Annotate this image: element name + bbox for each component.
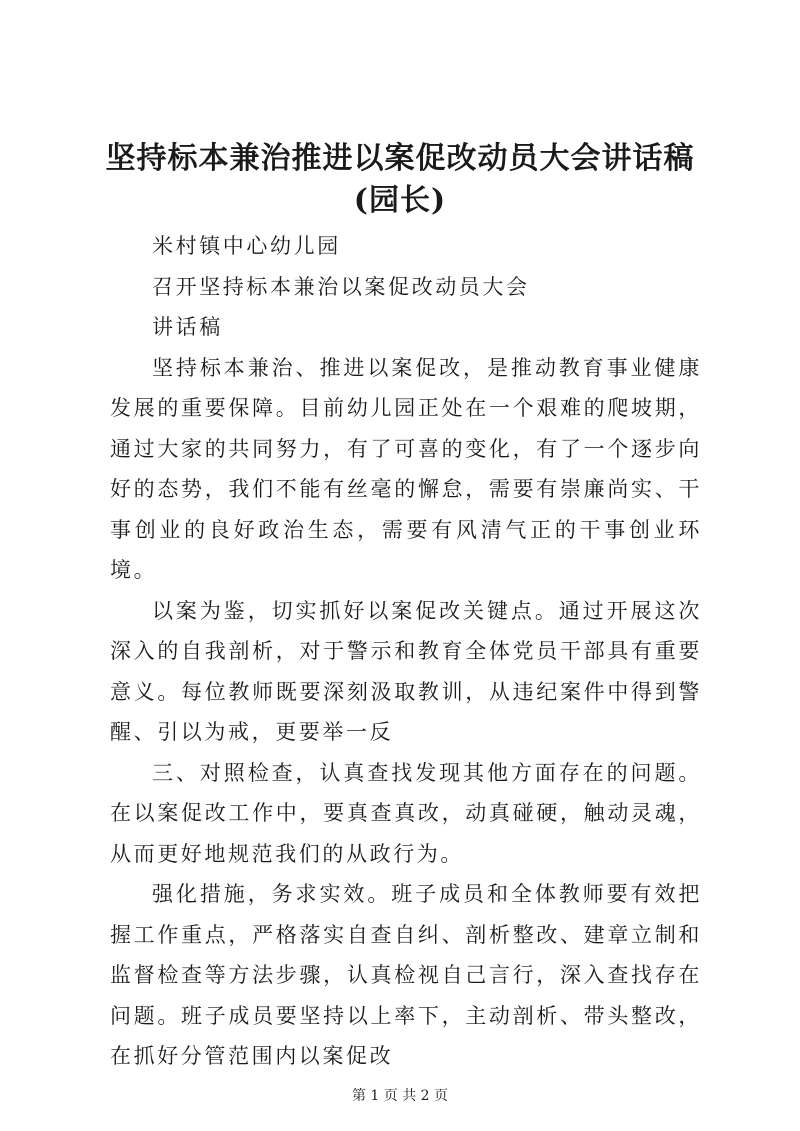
- paragraph-inspection: 三、对照检查，认真查找发现其他方面存在的问题。在以案促改工作中，要真查真改，动真碰硬，触动灵魂，从而更好地规范我们的从政行为。: [110, 760, 702, 866]
- paragraph-measures: 强化措施，务求实效。班子成员和全体教师要有效把握工作重点，严格落实自查自纠、剖析整改、建章立制和监督检查等方法步骤，认真检视自己言行，深入查找存在问题。班子成员要坚持以上率下，主动剖析、带头整改，在抓好分管范围内以案促改: [110, 882, 702, 1068]
- paragraph-lesson: 以案为鉴，切实抓好以案促改关键点。通过开展这次深入的自我剖析，对于警示和教育全体党员干部具有重要意义。每位教师既要深刻汲取教训，从违纪案件中得到警醒、引以为戒，更要举一反: [110, 598, 702, 744]
- paragraph-speech-label: 讲话稿: [152, 315, 223, 339]
- paragraph-school-name: 米村镇中心幼儿园: [152, 234, 341, 258]
- page-footer: 第 1 页 共 2 页: [351, 1088, 449, 1104]
- paragraph-intro: 坚持标本兼治、推进以案促改，是推动教育事业健康发展的重要保障。目前幼儿园正处在一个艰难的爬坡期，通过大家的共同努力，有了可喜的变化，有了一个逐步向好的态势，我们不能有丝毫的懈怠，需要有崇廉尚实、干事创业的良好政治生态，需要有风清气正的干事创业环境。: [110, 355, 702, 582]
- title-line-2: (园长): [353, 183, 447, 218]
- document-title: [90, 138, 710, 222]
- document-body: [110, 226, 702, 1077]
- paragraph-meeting-name: 召开坚持标本兼治以案促改动员大会: [152, 274, 530, 299]
- title-line-1: 坚持标本兼治推进以案促改动员大会讲话稿: [105, 141, 695, 176]
